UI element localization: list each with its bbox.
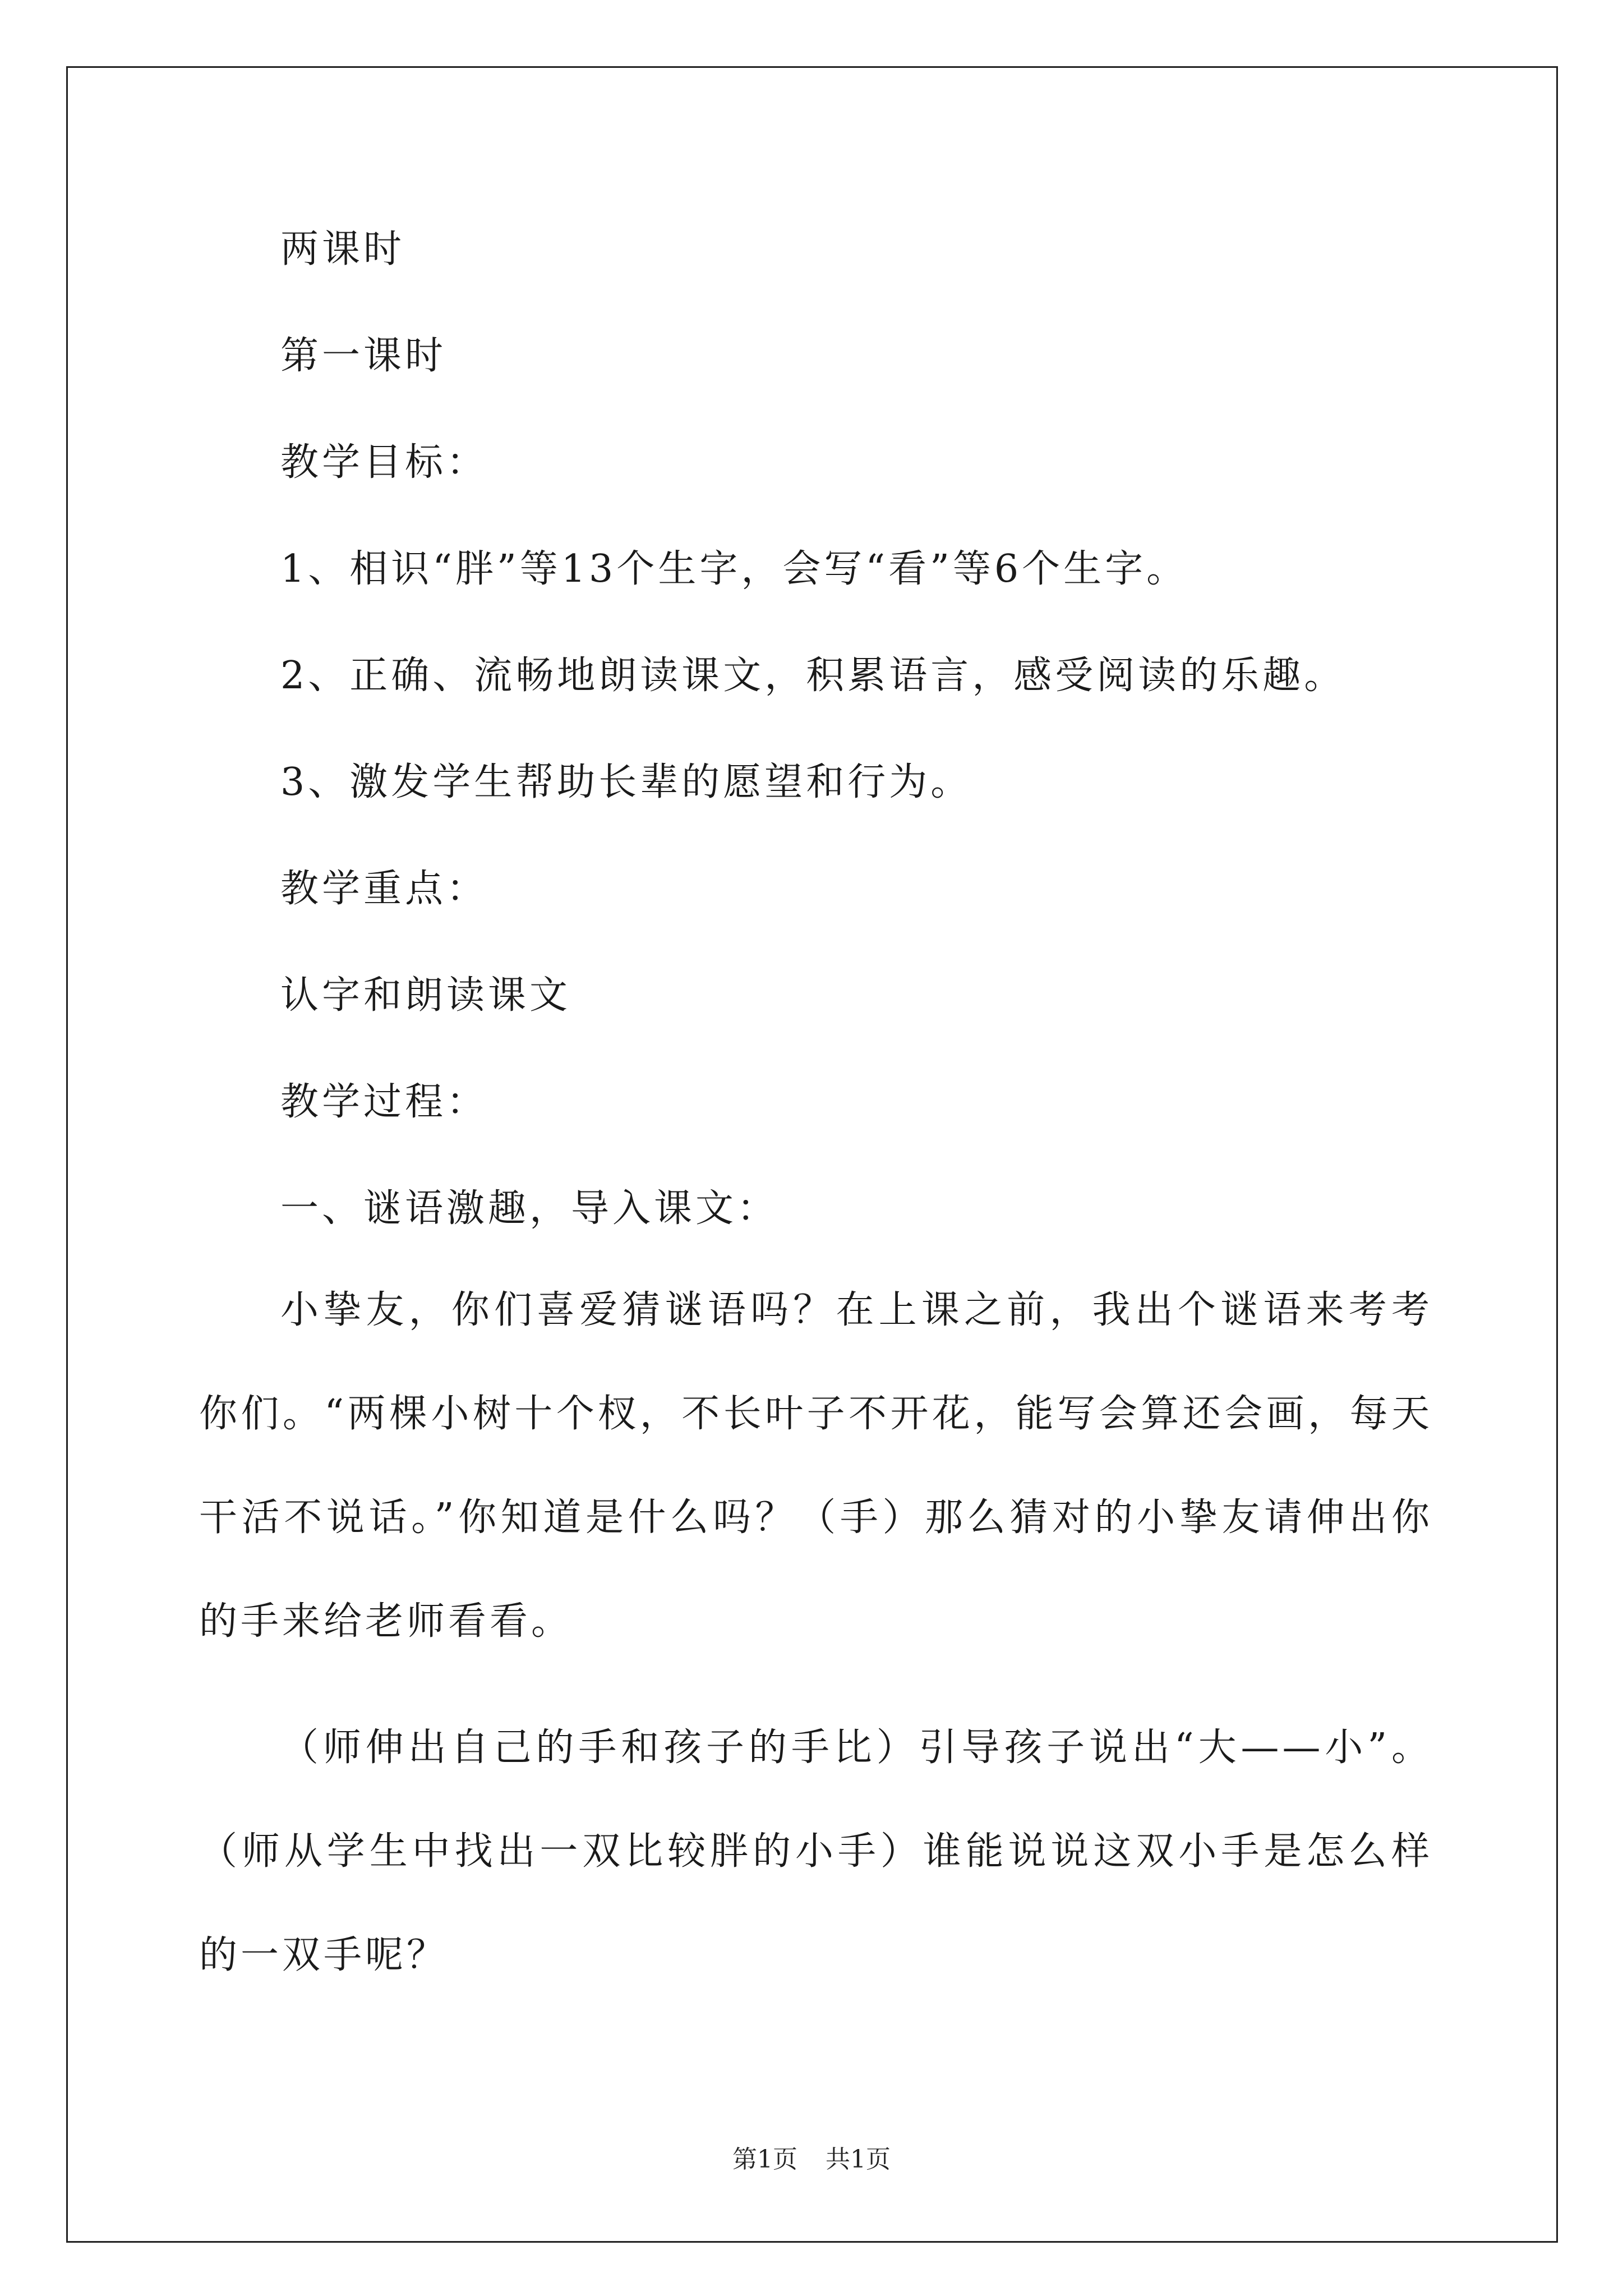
paragraph-riddle: 小挚友，你们喜爱猜谜语吗？在上课之前，我出个谜语来考考你们。“两棵小树十个杈，不长叶子不开花，能写会算还会画，每天干活不说话。”你知道是什么吗？（手）那么猜对的小挚友请伸出你的手来给老师看看。 [199,1288,1433,1644]
paragraph-hands: （师伸出自己的手和孩子的手比）引导孩子说出“大——小”。（师从学生中找出一双比较胖的小手）谁能说说这双小手是怎么样的一双手呢？ [199,1726,1433,1977]
heading-teaching-goals: 教学目标： [280,440,488,485]
page-number: 第1页 [732,2145,797,2174]
text-focus-content: 认字和朗读课文 [280,973,571,1018]
goal-item-3: 3、激发学生帮助长辈的愿望和行为。 [280,760,972,804]
heading-teaching-focus: 教学重点： [280,867,488,911]
goal-item-2: 2、正确、流畅地朗读课文，积累语言，感受阅读的乐趣。 [280,654,1346,698]
goal-item-1: 1、相识“胖”等13个生字，会写“看”等6个生字。 [280,547,1188,591]
text-line-first-lesson: 第一课时 [280,334,447,378]
page-footer [0,2143,1623,2177]
heading-section-one: 一、谜语激趣，导入课文： [280,1186,779,1231]
page-total: 共1页 [826,2145,891,2174]
heading-teaching-process: 教学过程： [280,1080,488,1124]
text-line-class-hours: 两课时 [280,227,405,272]
